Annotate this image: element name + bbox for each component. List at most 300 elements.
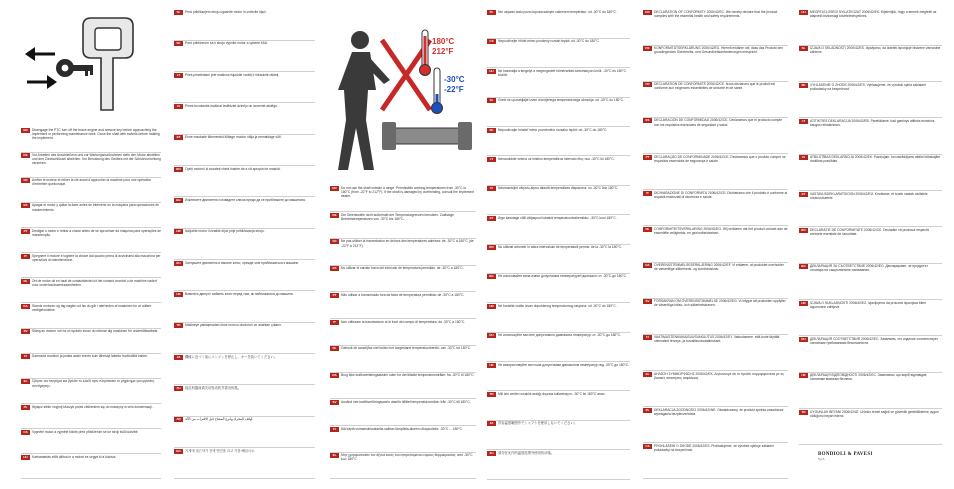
divider: [487, 449, 630, 450]
language-code-badge: BG: [799, 264, 808, 269]
language-block-it: [21, 254, 161, 277]
language-block-fr: [21, 178, 161, 201]
language-block-uk: [799, 373, 942, 407]
language-block-fr: [643, 82, 788, 116]
language-block-et: [799, 192, 942, 226]
divider: [21, 152, 161, 153]
language-code-badge: LV: [799, 155, 808, 160]
divider: [174, 353, 315, 354]
instruction-text: Не используйте вал вне допустимого диапазона температур: от -30°C до 180°C.: [498, 333, 621, 338]
brand-logo-sub: S.p.A.: [818, 458, 826, 461]
divider: [799, 226, 942, 227]
language-block-uk: [487, 363, 630, 390]
divider: [174, 228, 315, 229]
language-code-badge: CS: [643, 444, 652, 449]
instruction-text: Pirms tuvošanās mašīnai izslēdziet dzinēju un izņemiet atslēgu.: [185, 104, 278, 108]
instruction-text: Disengage the PTC turn off the brace engine and remove key before approaching the implement or performing maintenance work. Close the shaft with swivels before rotating the implement.: [32, 128, 160, 141]
instruction-text: Σβήστε τον κινητήρα και βγάλτε το κλειδί πριν πλησιάσετε το μηχάνημα για εργασίες συντήρησης.: [32, 379, 155, 388]
language-block-hr: [174, 229, 315, 258]
instruction-text: Makineye yaklaşmadan önce motoru durdurun ve anahtarı çıkarın.: [185, 323, 282, 328]
language-code-badge: RU: [487, 333, 496, 338]
language-code-badge: NL: [330, 346, 339, 351]
language-code-badge: DA: [21, 304, 30, 309]
language-code-badge: BG: [174, 198, 183, 203]
instruction-text: Do not use the shaft outside a range. Permissible working temperatures from -30°C to 180°C (from -22°F to 212°F). If the shaft is damaged by overheating, consult the implement dealer.: [341, 186, 474, 199]
language-block-da: [21, 304, 161, 327]
instruction-text: Pred priblížením sa k stroju vypnite motor a vyberte kľúč.: [185, 41, 269, 46]
language-code-badge: DE: [21, 153, 30, 158]
divider: [799, 117, 942, 118]
language-code-badge: SV: [330, 400, 339, 405]
language-code-badge: SK: [174, 41, 183, 46]
language-code-badge: PT: [21, 229, 30, 234]
language-block-lt: [487, 157, 630, 184]
language-code-badge: FI: [643, 335, 652, 340]
instruction-text: Apagar el motor y quitar la llave antes de intervenir en la máquina para operaciones de mantenimiento.: [32, 203, 160, 212]
divider: [174, 196, 315, 197]
language-block-nl: [21, 279, 161, 302]
instruction-text: DECLARAÇÃO DE CONFORMIDADE 2006/42/CE. Declaramos que o produto cumpre os requisitos essenciais de segurança e saúde.: [654, 154, 786, 163]
divider: [487, 420, 630, 421]
language-block-lv: [174, 104, 315, 133]
language-block-hu: [487, 69, 630, 96]
language-block-cs: [643, 444, 788, 478]
instruction-text: DEKLARACJA ZGODNOŚCI 2006/42/WE. Oświadczamy, że produkt spełnia zasadnicze wymagania bezpieczeństwa.: [654, 407, 784, 416]
divider: [174, 416, 315, 417]
language-block-it: [643, 191, 788, 225]
instruction-text: Använd inte kraftöverföringsaxeln utanför tillåtet temperaturområde: från -30°C till 180°C.: [341, 399, 471, 404]
language-code-badge: SV: [643, 299, 652, 304]
instruction-text: Gredi ne uporabljajte izven dovoljenega temperaturnega območja: od -30°C do 180°C.: [498, 98, 624, 103]
divider: [21, 353, 161, 354]
divider: [21, 478, 161, 479]
divider: [643, 45, 788, 46]
instruction-text: Μην χρησιμοποιείτε τον άξονα εκτός του επιτρεπόμενου εύρους θερμοκρασίας: από -30°C έως 180°C.: [341, 453, 473, 462]
language-code-badge: UK: [174, 292, 183, 297]
language-code-badge: LT: [799, 119, 808, 124]
language-code-badge: TR: [174, 323, 183, 328]
language-code-badge: PL: [21, 405, 30, 410]
language-block-ro: [799, 228, 942, 262]
divider: [330, 238, 476, 239]
hot-label: 180°C: [432, 37, 455, 46]
language-block-pl: [487, 10, 630, 37]
language-block-sv: [643, 299, 788, 333]
instruction-text: DECLARACIÓN DE CONFORMIDAD 2006/42/CE. Declaramos que el producto cumple con los requisitos esenciales de seguridad y salud.: [654, 118, 783, 127]
instruction-text: KONFORMITÄTSERKLÄRUNG 2006/42/EG. Hiermit erklären wir, dass das Produkt den grundlegenden Sicherheits- und Gesundheitsanforderungen entspricht.: [654, 46, 783, 55]
language-code-badge: BG: [487, 274, 496, 279]
divider: [487, 97, 630, 98]
instruction-text: VYHLÁSENIE O ZHODE 2006/42/ES. Vyhlasujeme, že výrobok spĺňa základné požiadavky na bezpečnosť.: [810, 82, 927, 91]
brand-logo: BONDIOLI & PAVESI: [818, 452, 873, 457]
divider: [643, 370, 788, 371]
instruction-text: أوقف المحرك وانزع المفتاح قبل الاقتراب من الآلة.: [185, 417, 254, 422]
language-block-lv: [799, 155, 942, 189]
language-code-badge: FI: [21, 354, 30, 359]
language-block-ro: [174, 167, 315, 196]
column-5: [643, 10, 788, 480]
language-code-badge: SK: [487, 128, 496, 133]
divider: [21, 252, 161, 253]
cold-label: -30°C: [444, 75, 465, 84]
divider: [174, 290, 315, 291]
instruction-text: Arrêter le moteur et retirer la clé avant d'approcher la machine pour une opération d'entretien quelconque.: [32, 178, 152, 187]
language-block-es: [330, 266, 476, 291]
language-code-badge: PL: [643, 408, 652, 413]
instruction-text: 请勿在允许的温度范围外使用传动轴。: [498, 450, 555, 455]
divider: [487, 155, 630, 156]
divider: [21, 453, 161, 454]
language-code-badge: TR: [799, 410, 808, 415]
divider: [330, 398, 476, 399]
language-block-ro: [487, 245, 630, 272]
divider: [799, 81, 942, 82]
instruction-text: Stands motoren og tag nøglen ud før du går i nærheden af maskinen for at udføre vedligeholdelse.: [32, 304, 152, 313]
column-3: [330, 186, 476, 480]
divider: [21, 328, 161, 329]
language-code-badge: NL: [21, 279, 30, 284]
divider: [174, 40, 315, 41]
language-block-sv: [21, 329, 161, 352]
language-block-sl: [174, 10, 315, 39]
language-code-badge: UK: [799, 373, 808, 378]
divider: [799, 263, 942, 264]
divider: [487, 273, 630, 274]
language-code-badge: HU: [487, 69, 496, 74]
instruction-text: Vor Arbeiten des Anschließens und zur Wartungsmaßnahmen stets den Motor abstellen und den Zündschlüssel abziehen. Vor Benutzung des Gerätes mit der Schutzvorrichtung versehen.: [32, 153, 161, 166]
divider: [643, 478, 788, 479]
instruction-text: MEGFELELŐSÉGI NYILATKOZAT 2006/42/EK. Kijelentjük, hogy a termék megfelel az alapvető biztonsági követelményeknek.: [810, 10, 937, 19]
language-block-de: [643, 46, 788, 80]
divider: [487, 302, 630, 303]
language-code-badge: HR: [174, 229, 183, 234]
language-block-it: [330, 320, 476, 345]
language-block-es: [643, 118, 788, 152]
divider: [174, 102, 315, 103]
column-1: [21, 128, 161, 480]
language-code-badge: LV: [174, 104, 183, 109]
language-block-lt: [799, 119, 942, 153]
instruction-text: OVERENSSTEMMELSESERKLÆRING 2006/42/EF. Vi erklærer, at produktet overholder de væsentlige sikkerheds- og sundhedskrav.: [654, 263, 784, 272]
language-block-el: [21, 379, 161, 402]
divider: [643, 225, 788, 226]
instruction-text: ДЕКЛАРАЦИЯ СООТВЕТСТВИЯ 2006/42/ЕС. Заявляем, что изделие соответствует основным требованиям безопасности.: [810, 337, 938, 346]
language-code-badge: ES: [21, 203, 30, 208]
language-code-badge: KO: [174, 449, 183, 454]
language-block-es: [21, 203, 161, 226]
language-code-badge: LT: [174, 73, 183, 78]
instruction-text: Nie używać wału poza dopuszczalnym zakresem temperatur: od -30°C do 180°C.: [498, 10, 617, 14]
instruction-text: ΔΗΛΩΣΗ ΣΥΜΜΟΡΦΩΣΗΣ 2006/42/ΕΚ. Δηλώνουμε ότι το προϊόν συμμορφώνεται με τις βασικές απαιτήσεις ασφάλειας.: [654, 371, 784, 380]
language-code-badge: FR: [330, 239, 339, 244]
language-code-badge: EL: [21, 379, 30, 384]
divider: [799, 45, 942, 46]
divider: [799, 372, 942, 373]
language-code-badge: JA: [487, 421, 496, 426]
language-code-badge: RO: [799, 228, 808, 233]
language-code-badge: JA: [174, 355, 183, 360]
language-block-hu: [799, 10, 942, 44]
instruction-text: PROHLÁŠENÍ O SHODĚ 2006/42/ES. Prohlašujeme, že výrobek splňuje základní požadavky na bezpečnost.: [654, 443, 774, 452]
language-block-de: [330, 213, 476, 238]
divider: [21, 378, 161, 379]
language-code-badge: ZH: [487, 451, 496, 456]
language-code-badge: NL: [643, 227, 652, 232]
divider: [487, 479, 630, 480]
language-code-badge: HU: [21, 455, 30, 460]
column-2: [174, 10, 315, 480]
instruction-text: Zet de motor uit en haal de contactsleutel uit het contact voordat u de machine nadert voor onderhoudswerkzaamheden.: [32, 278, 157, 287]
instruction-text: Вимкніть двигун і вийміть ключ перед тим, як наближатися до машини.: [185, 292, 294, 296]
column-6: [799, 10, 942, 446]
temperature-illustration: [330, 10, 475, 180]
divider: [643, 117, 788, 118]
instruction-text: Pred približanjem stroju ugasnite motor in izvlecite ključ.: [185, 10, 267, 14]
instruction-text: VASTAVUSDEKLARATSIOON 2006/42/EÜ. Kinnitame, et toode vastab olulistele ohutusnõuetele.: [810, 191, 928, 200]
language-block-et: [487, 216, 630, 243]
divider: [330, 425, 476, 426]
divider: [799, 335, 942, 336]
language-code-badge: ZH: [174, 386, 183, 391]
language-block-sv: [330, 400, 476, 425]
language-block-ru: [799, 337, 942, 371]
language-block-hr: [487, 304, 630, 331]
instruction-text: CONFORMITEITSVERKLARING 2006/42/EG. Wij verklaren dat het product voldoet aan de essentiële veiligheids- en gezondheidseisen.: [654, 226, 788, 236]
divider: [643, 406, 788, 407]
instruction-text: Ne pas utiliser la transmission en dehors des températures admises: de -30°C à 180°C (de -22°F à 212°F).: [341, 239, 474, 248]
language-code-badge: HR: [487, 304, 496, 309]
language-code-badge: DE: [330, 213, 339, 218]
key-removal-illustration: [21, 10, 149, 122]
language-block-pt: [643, 155, 788, 189]
language-block-ja: [174, 355, 315, 384]
instruction-text: Älä käytä voimansiirtoakselia sallitun lämpötila-alueen ulkopuolella: -30°C ... 180°C.: [341, 426, 463, 431]
column-4: [487, 10, 630, 480]
divider: [330, 345, 476, 346]
divider: [487, 38, 630, 39]
language-block-ja: [487, 421, 630, 448]
divider: [643, 298, 788, 299]
language-block-nl: [330, 346, 476, 371]
instruction-text: No utilizar el cardán fuera del intervalo de temperatura permitido: de -30°C a 180°C.: [341, 266, 464, 271]
language-code-badge: ES: [643, 118, 652, 123]
instruction-text: Opriți motorul și scoateți cheia înainte de a vă apropia de mașină.: [185, 166, 281, 171]
divider: [643, 334, 788, 335]
instruction-text: Gebruik de aandrijfas niet buiten het toegestane temperatuurbereik: van -30°C tot 180°C.: [341, 346, 472, 351]
divider: [21, 403, 161, 404]
language-code-badge: RU: [174, 261, 183, 266]
divider: [487, 244, 630, 245]
instruction-text: 接近机器前请关闭发动机并拔出钥匙。: [185, 386, 242, 390]
language-block-el: [643, 372, 788, 406]
divider: [643, 442, 788, 443]
language-block-zh: [487, 451, 630, 478]
instruction-text: ATITIKTIES DEKLARACIJA 2006/42/EB. Pareiškiame, kad gaminys atitinka esminius saugos reikalavimus.: [810, 119, 935, 128]
language-code-badge: FI: [330, 427, 339, 432]
language-code-badge: UK: [487, 363, 496, 368]
language-code-badge: DA: [330, 373, 339, 378]
instruction-text: Brug ikke kraftoverføringsakslen uden for det tilladte temperaturområde: fra -30°C til 180°C.: [341, 373, 475, 378]
language-code-badge: LT: [487, 157, 496, 162]
divider: [174, 165, 315, 166]
language-block-pt: [21, 229, 161, 252]
language-code-badge: TR: [487, 392, 496, 397]
instruction-text: Stäng av motorn och ta ut nyckeln innan du närmar dig maskinen för underhållsarbete.: [32, 329, 159, 334]
instruction-text: Nenaudokite veleno už leistino temperatūros intervalo ribų: nuo -30°C iki 180°C.: [498, 156, 615, 161]
divider: [330, 478, 476, 479]
language-code-badge: CS: [21, 430, 30, 435]
divider: [643, 81, 788, 82]
language-block-ru: [174, 261, 315, 290]
divider: [174, 384, 315, 385]
language-code-badge: EN: [21, 128, 30, 133]
divider: [799, 299, 942, 300]
divider: [487, 126, 630, 127]
language-code-badge: IT: [21, 254, 30, 259]
language-code-badge: PT: [330, 293, 339, 298]
language-code-badge: ES: [330, 266, 339, 271]
divider: [330, 265, 476, 266]
instruction-text: Nepoužívajte hriadeľ mimo povoleného rozsahu teplôt: od -30°C do 180°C.: [498, 127, 608, 132]
divider: [174, 134, 315, 135]
divider: [21, 428, 161, 429]
language-code-badge: IT: [643, 191, 652, 196]
language-code-badge: PL: [487, 10, 496, 15]
language-code-badge: EL: [330, 453, 339, 458]
language-code-badge: RO: [487, 245, 496, 250]
language-block-lv: [487, 186, 630, 213]
instruction-text: Sammuta moottori ja poista avain ennen kuin lähestyt laitetta huoltotöitä varten.: [32, 354, 149, 359]
language-code-badge: DE: [643, 46, 652, 51]
divider: [799, 154, 942, 155]
language-code-badge: HU: [799, 10, 808, 15]
instruction-text: Изключете двигателя и извадете ключа преди да се приближите до машината.: [185, 198, 306, 202]
divider: [330, 211, 476, 212]
language-block-bg: [799, 264, 942, 298]
instruction-text: 機械に近づく前にエンジンを停止し、キーを抜いてください。: [185, 354, 278, 359]
language-code-badge: RO: [174, 167, 183, 172]
language-block-sl: [487, 98, 630, 125]
divider: [330, 452, 476, 453]
language-code-badge: HR: [799, 301, 808, 306]
language-block-sk: [487, 128, 630, 155]
instruction-text: Заглушите двигатель и выньте ключ, прежде чем приближаться к машине.: [185, 260, 300, 265]
language-block-ar: [174, 417, 315, 446]
instruction-text: Vypněte motor a vyjměte klíček před přiblížením se ke stroji kvůli údržbě.: [32, 429, 139, 434]
instruction-text: VAATIMUSTENMUKAISUUSVAKUUTUS 2006/42/EY. Vakuutamme, että tuote täyttää olennaiset terveys- ja turvallisuusvaatimukset.: [654, 335, 780, 344]
language-block-fi: [21, 354, 161, 377]
divider: [21, 277, 161, 278]
language-code-badge: SL: [799, 46, 808, 51]
language-block-ko: [174, 449, 315, 478]
language-block-cs: [487, 39, 630, 66]
language-block-pl: [21, 405, 161, 428]
language-block-tr: [487, 392, 630, 419]
divider: [21, 177, 161, 178]
instruction-text: Не използвайте вала извън допустимия температурен диапазон: от -30°C до 180°C.: [498, 274, 627, 279]
language-block-bg: [487, 274, 630, 301]
language-block-lt: [174, 73, 315, 102]
divider: [487, 185, 630, 186]
instruction-text: Neizmantojiet vārpstu ārpus atļautā temperatūras diapazona: no -30°C līdz 180°C.: [498, 186, 619, 191]
language-code-badge: ET: [487, 216, 496, 221]
language-block-tr: [799, 410, 942, 444]
language-block-sl: [799, 46, 942, 80]
instruction-text: IZJAVA O SKLADNOSTI 2006/42/ES. Izjavljamo, da izdelek izpolnjuje bistvene varnostne zahteve.: [810, 46, 941, 55]
language-block-fr: [330, 239, 476, 264]
instruction-text: Desligar o motor e retirar a chave antes de se aproximar da máquina para operações de manutenção.: [32, 228, 161, 237]
language-block-en: [330, 186, 476, 211]
language-code-badge: AR: [174, 417, 183, 422]
hot-label-f: 212°F: [432, 47, 454, 56]
instruction-text: Nu utilizați arborele în afara intervalului de temperatură permis: de la -30°C la 180°C.: [498, 245, 622, 249]
key-removal-drawing: [21, 10, 149, 122]
divider: [487, 214, 630, 215]
language-block-sk: [799, 83, 942, 117]
temperature-drawing: [330, 10, 475, 180]
language-block-uk: [174, 292, 315, 321]
instruction-text: DÉCLARATION DE CONFORMITÉ 2006/42/CE. Nous déclarons que le produit est conforme aux exigences essentielles de sécurité et de santé.: [654, 82, 776, 91]
instruction-text: Mili izin verilen sıcaklık aralığı dışında kullanmayın: -30°C ile 180°C arası.: [498, 391, 606, 396]
language-block-et: [174, 135, 315, 164]
language-block-en: [643, 10, 788, 44]
instruction-text: Não utilizar a transmissão fora da faixa de temperatura permitida: de -30°C a 180°C.: [341, 292, 465, 297]
instruction-text: DECLARAȚIE DE CONFORMITATE 2006/42/CE. Declarăm că produsul respectă cerințele esențiale de securitate.: [810, 228, 929, 237]
language-code-badge: FR: [21, 178, 30, 183]
language-code-badge: SV: [21, 329, 30, 334]
language-block-pl: [643, 408, 788, 442]
instruction-text: Enne masinale lähenemist lülitage mootor välja ja eemaldage võti.: [185, 135, 282, 140]
divider: [21, 302, 161, 303]
divider: [174, 478, 315, 479]
language-code-badge: EL: [643, 372, 652, 377]
instruction-text: Spegnere il motore e togliere la chiave dal quadro prima di avvicinarsi alla macchina per operazioni di manutenzione.: [32, 253, 161, 262]
divider: [174, 322, 315, 323]
language-block-cs: [21, 430, 161, 453]
divider: [21, 202, 161, 203]
language-code-badge: FR: [643, 82, 652, 87]
language-block-fi: [643, 335, 788, 369]
instruction-text: Isključite motor i izvadite ključ prije približavanja stroju.: [185, 229, 265, 234]
instruction-text: ДЕКЛАРАЦИЯ ЗА СЪОТВЕТСТВИЕ 2006/42/ЕО. Декларираме, че продуктът отговаря на съществените изисквания.: [810, 264, 928, 273]
language-code-badge: SL: [487, 98, 496, 103]
instruction-text: DECLARATION OF CONFORMITY 2006/42/EC. We hereby declare that the product complies with the essential health and safety requirements.: [654, 10, 778, 19]
cold-label-f: -22°F: [444, 85, 464, 94]
divider: [799, 190, 942, 191]
language-block-sk: [174, 41, 315, 70]
language-code-badge: ET: [799, 192, 808, 197]
instruction-text: Ne koristite vratilo izvan dopuštenog temperaturnog raspona: od -30°C do 180°C.: [498, 303, 617, 308]
instruction-text: Ne használja a tengelyt a megengedett hőmérséklet-tartományon kívül: -30°C és 180°C között.: [498, 68, 626, 77]
divider: [643, 153, 788, 154]
language-block-nl: [643, 227, 788, 261]
divider: [330, 372, 476, 373]
language-block-da: [643, 263, 788, 297]
language-block-fi: [330, 427, 476, 452]
divider: [643, 189, 788, 190]
instruction-text: Не використовуйте вал поза допустимим діапазоном температур: від -30°C до 180°C.: [498, 362, 630, 367]
divider: [799, 408, 942, 409]
language-code-badge: CS: [487, 39, 496, 44]
language-block-da: [330, 373, 476, 398]
instruction-text: Prieš priartėdami prie mašinos išjunkite variklį ir ištraukite raktelį.: [185, 72, 280, 77]
language-block-zh: [174, 386, 315, 415]
divider: [174, 259, 315, 260]
instruction-text: Ärge kasutage võlli väljaspool lubatud temperatuurivahemikku: -30°C kuni 180°C.: [498, 215, 617, 220]
language-block-en: [21, 128, 161, 151]
language-block-pt: [330, 293, 476, 318]
language-block-ru: [487, 333, 630, 360]
